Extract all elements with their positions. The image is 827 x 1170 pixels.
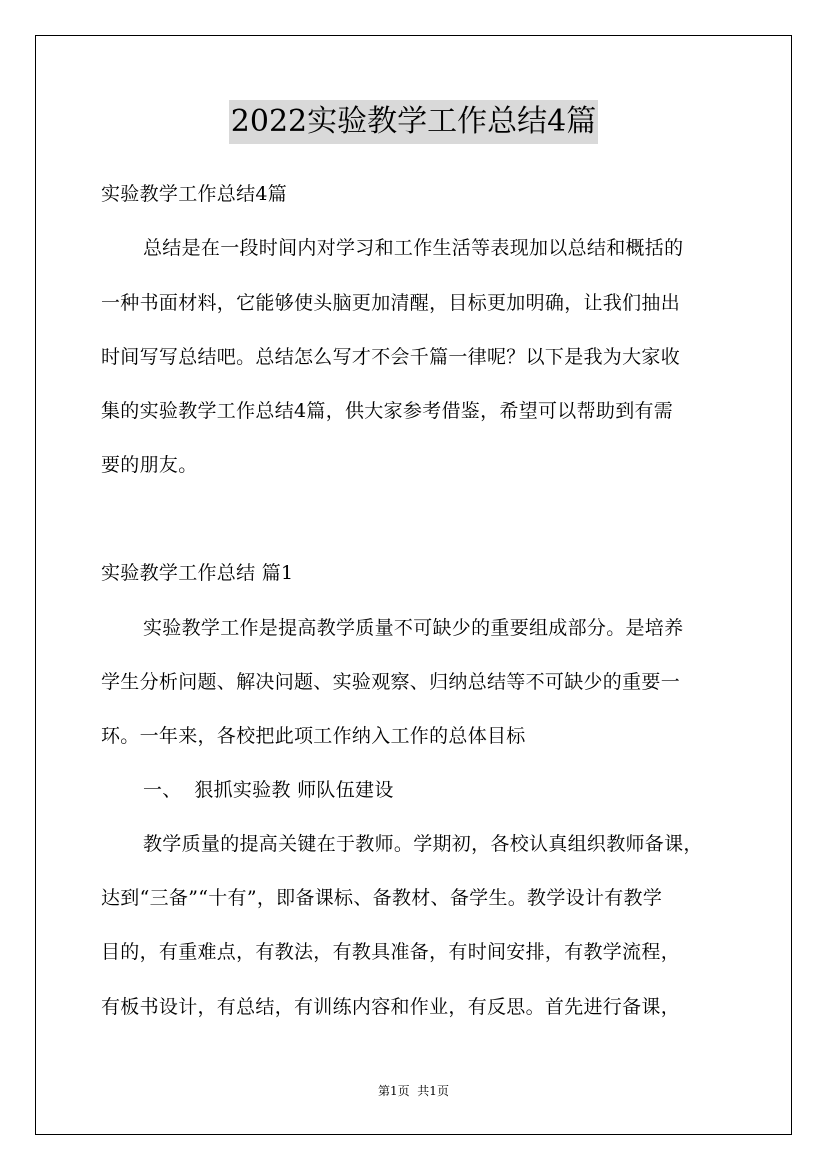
intro-line: 时间写写总结吧。总结怎么写才不会千篇一律呢？以下是我为大家收 [101,346,681,368]
intro-line: 要的朋友。 [101,454,198,476]
title-container [0,100,827,144]
page-footer [0,1083,827,1099]
paragraph-line: 有板书设计，有总结，有训练内容和作业，有反思。首先进行备课， [101,996,681,1018]
sub-heading: 一、 狠抓实验教 师队伍建设 [143,779,394,801]
paragraph-line: 学生分析问题、解决问题、实验观察、归纳总结等不可缺少的重要一 [101,671,681,693]
paragraph-line: 实验教学工作是提高教学质量不可缺少的重要组成部分。是培养 [143,617,684,639]
paragraph-line: 达到“三备”“十有”，即备课标、备教材、备学生。教学设计有教学 [101,887,663,909]
paragraph-line: 教学质量的提高关键在于教师。学期初，各校认真组织教师备课， [143,833,703,855]
page-number: 第1页 共1页 [378,1084,449,1098]
intro-line: 一种书面材料，它能够使头脑更加清醒，目标更加明确，让我们抽出 [101,292,681,314]
intro-line: 总结是在一段时间内对学习和工作生活等表现加以总结和概括的 [143,237,684,259]
document-subtitle: 实验教学工作总结4篇 [101,183,288,205]
section-heading: 实验教学工作总结 篇1 [101,562,294,584]
paragraph-line: 环。一年来，各校把此项工作纳入工作的总体目标 [101,725,526,747]
paragraph-line: 目的，有重难点，有教法，有教具准备，有时间安排，有教学流程， [101,941,681,963]
intro-line: 集的实验教学工作总结4篇，供大家参考借鉴，希望可以帮助到有需 [101,400,674,422]
document-title: 2022实验教学工作总结4篇 [229,100,598,144]
